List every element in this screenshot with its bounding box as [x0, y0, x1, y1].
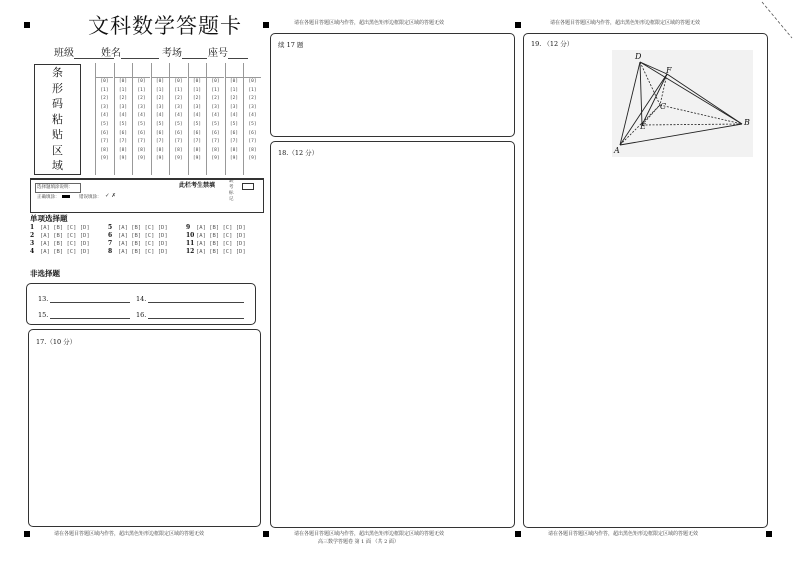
digit-bubble[interactable]: [8] — [248, 147, 257, 153]
digit-bubble[interactable]: [3] — [118, 104, 128, 110]
choice-options[interactable]: [A] [B] [C] [D] — [40, 241, 90, 247]
choice-row[interactable] — [108, 224, 168, 231]
barcode-char: 码 — [52, 97, 63, 110]
digit-bubble[interactable]: [1] — [248, 87, 257, 93]
digit-bubble[interactable]: [0] — [248, 79, 257, 84]
exam-digit-column[interactable] — [225, 63, 243, 175]
digit-bubble[interactable]: [1] — [118, 87, 128, 93]
choice-number: 7 — [108, 240, 113, 247]
digit-bubble[interactable]: [3] — [192, 104, 202, 110]
choice-options[interactable]: [A] [B] [C] [D] — [196, 225, 246, 231]
digit-bubble[interactable]: [6] — [211, 130, 220, 136]
instruction-text: 请在各题目答题区域内作答，超出黑色矩形边框限定区域的答题无效 — [548, 531, 699, 537]
digit-bubble[interactable]: [3] — [248, 104, 257, 110]
digit-write-box[interactable] — [244, 63, 261, 78]
exam-digit-column[interactable] — [206, 63, 224, 175]
digit-bubble[interactable]: [1] — [155, 87, 165, 93]
instruction-text: 请在各题目答题区域内作答，超出黑色矩形边框限定区域的答题无效 — [294, 531, 445, 537]
choice-number: 11 — [186, 240, 195, 247]
digit-bubble[interactable]: [1] — [229, 87, 239, 93]
digit-bubble[interactable]: [9] — [248, 156, 257, 162]
fill-question-13[interactable]: 13. — [38, 295, 130, 303]
barcode-char: 粘 — [52, 112, 63, 126]
choice-number: 10 — [186, 232, 195, 239]
teacher-label: 此栏考生禁填 — [179, 182, 216, 189]
digit-write-box[interactable] — [115, 63, 132, 78]
digit-bubble[interactable]: [0] — [229, 79, 239, 84]
absent-label: 缺考标记 — [229, 179, 234, 202]
digit-bubble[interactable]: [9] — [155, 156, 165, 162]
choice-options[interactable]: [A] [B] [C] [D] — [196, 233, 246, 239]
digit-bubble[interactable]: [1] — [192, 87, 202, 93]
choice-options[interactable]: [A] [B] [C] [D] — [196, 249, 246, 255]
digit-bubble[interactable]: [7] — [100, 139, 109, 145]
digit-bubble[interactable]: [9] — [192, 156, 202, 162]
digit-bubble[interactable]: [4] — [192, 113, 202, 119]
exam-digit-column[interactable] — [151, 63, 169, 175]
choice-row[interactable] — [30, 224, 90, 231]
digit-bubble[interactable]: [5] — [211, 121, 220, 127]
fill-question-16[interactable]: 16. — [136, 311, 244, 319]
digit-bubble[interactable]: [9] — [100, 156, 109, 162]
choice-row[interactable] — [30, 240, 90, 247]
digit-bubble[interactable]: [0] — [211, 79, 220, 84]
digit-bubble[interactable]: [5] — [155, 121, 165, 127]
choice-options[interactable]: [A] [B] [C] [D] — [118, 233, 168, 239]
digit-bubble[interactable]: [7] — [248, 139, 257, 145]
mark-explanation — [30, 178, 264, 213]
digit-bubble[interactable]: [8] — [137, 147, 146, 153]
single-choice-heading: 单项选择题 — [30, 214, 68, 223]
digit-bubble[interactable]: [3] — [229, 104, 239, 110]
choice-row[interactable] — [108, 248, 168, 255]
choice-number: 12 — [186, 248, 195, 255]
exam-number-grid[interactable] — [95, 63, 262, 175]
digit-write-box[interactable] — [170, 63, 187, 78]
wrong-marks: ✓ ✗ — [105, 193, 116, 199]
label-A: A — [614, 146, 620, 155]
digit-bubble[interactable]: [8] — [174, 147, 183, 153]
exam-digit-column[interactable] — [188, 63, 206, 175]
digit-bubble[interactable]: [6] — [100, 130, 109, 136]
label-C: C — [660, 102, 667, 111]
corner-mark — [766, 531, 772, 537]
exam-digit-column[interactable] — [95, 63, 113, 175]
digit-bubble[interactable]: [7] — [118, 139, 128, 145]
label-F: F — [666, 66, 672, 75]
digit-bubble[interactable]: [9] — [174, 156, 183, 162]
digit-bubble[interactable]: [4] — [118, 113, 128, 119]
choice-row[interactable] — [108, 232, 168, 239]
label-E: E — [640, 122, 646, 131]
page-title: 文科数学答题卡 — [88, 14, 242, 38]
choice-number: 3 — [30, 240, 35, 247]
digit-bubble[interactable]: [4] — [174, 113, 183, 119]
choice-row[interactable] — [186, 224, 246, 231]
correct-mark — [62, 195, 70, 198]
exam-digit-column[interactable] — [114, 63, 132, 175]
digit-bubble[interactable]: [2] — [100, 96, 109, 102]
barcode-char: 条 — [52, 66, 63, 79]
digit-write-box[interactable] — [96, 63, 113, 78]
instruction-text: 请在各题目答题区域内作答，超出黑色矩形边框限定区域的答题无效 — [54, 531, 205, 537]
barcode-char: 域 — [52, 159, 63, 172]
digit-bubble[interactable]: [2] — [192, 96, 202, 102]
choice-row[interactable] — [30, 232, 90, 239]
digit-bubble[interactable]: [9] — [211, 156, 220, 162]
exam-digit-column[interactable] — [169, 63, 187, 175]
digit-bubble[interactable]: [6] — [155, 130, 165, 136]
digit-bubble[interactable]: [1] — [174, 87, 183, 93]
choice-options[interactable]: [A] [B] [C] [D] — [40, 249, 90, 255]
digit-write-box[interactable] — [152, 63, 169, 78]
absent-box[interactable] — [242, 183, 254, 190]
label-D: D — [635, 52, 642, 61]
digit-bubble[interactable]: [7] — [192, 139, 202, 145]
digit-bubble[interactable]: [6] — [137, 130, 146, 136]
digit-bubble[interactable]: [2] — [211, 96, 220, 102]
digit-bubble[interactable]: [2] — [229, 96, 239, 102]
correct-label: 正确填涂： — [37, 195, 60, 200]
pyramid-diagram — [612, 50, 753, 157]
q17-continued-label: 续 17 题 — [278, 41, 304, 49]
mark-box-title: 选择题填涂说明： — [37, 185, 73, 190]
digit-bubble[interactable]: [8] — [155, 147, 165, 153]
digit-bubble[interactable]: [3] — [211, 104, 220, 110]
digit-bubble[interactable]: [5] — [192, 121, 202, 127]
class-field[interactable]: 班级 — [54, 44, 114, 59]
digit-bubble[interactable]: [9] — [118, 156, 128, 162]
exam-digit-column[interactable] — [243, 63, 261, 175]
digit-write-box[interactable] — [226, 63, 243, 78]
wrong-label: 错误填涂： — [79, 195, 102, 200]
digit-bubble[interactable]: [9] — [137, 156, 146, 162]
q18-label: 18.（12 分） — [278, 149, 319, 157]
choice-number: 4 — [30, 248, 35, 255]
barcode-char: 贴 — [52, 128, 63, 141]
choice-number: 8 — [108, 248, 113, 255]
fill-question-14[interactable]: 14. — [136, 295, 244, 303]
choice-row[interactable] — [186, 240, 246, 247]
label-B: B — [744, 118, 750, 127]
digit-bubble[interactable]: [8] — [192, 147, 202, 153]
choice-number: 9 — [186, 224, 191, 231]
digit-bubble[interactable]: [7] — [155, 139, 165, 145]
page-info: 高三数学答题卷 第 1 面 （共 2 面） — [318, 539, 399, 545]
choice-number: 5 — [108, 224, 113, 231]
digit-write-box[interactable] — [189, 63, 206, 78]
digit-bubble[interactable]: [2] — [174, 96, 183, 102]
digit-bubble[interactable]: [5] — [174, 121, 183, 127]
non-choice-heading: 非选择题 — [30, 269, 60, 278]
digit-write-box[interactable] — [207, 63, 224, 78]
digit-bubble[interactable]: [4] — [248, 113, 257, 119]
digit-bubble[interactable]: [8] — [118, 147, 128, 153]
choice-row[interactable] — [108, 240, 168, 247]
corner-mark — [263, 531, 269, 537]
digit-bubble[interactable]: [2] — [118, 96, 128, 102]
digit-bubble[interactable]: [8] — [229, 147, 239, 153]
digit-bubble[interactable]: [4] — [229, 113, 239, 119]
choice-number: 1 — [30, 224, 35, 231]
digit-bubble[interactable]: [6] — [248, 130, 257, 136]
digit-bubble[interactable]: [7] — [211, 139, 220, 145]
digit-bubble[interactable]: [6] — [229, 130, 239, 136]
digit-bubble[interactable]: [0] — [137, 79, 146, 84]
room-field[interactable]: 考场 — [162, 44, 207, 59]
corner-mark — [515, 531, 521, 537]
geometry-figure — [612, 50, 753, 157]
digit-bubble[interactable]: [1] — [137, 87, 146, 93]
digit-bubble[interactable]: [0] — [100, 79, 109, 84]
barcode-area — [34, 64, 81, 175]
digit-bubble[interactable]: [5] — [118, 121, 128, 127]
choice-number: 2 — [30, 232, 35, 239]
choice-number: 6 — [108, 232, 113, 239]
digit-bubble[interactable]: [1] — [211, 87, 220, 93]
fill-question-15[interactable]: 15. — [38, 311, 130, 319]
digit-bubble[interactable]: [5] — [248, 121, 257, 127]
digit-bubble[interactable]: [4] — [137, 113, 146, 119]
digit-bubble[interactable]: [5] — [137, 121, 146, 127]
choice-options[interactable]: [A] [B] [C] [D] — [40, 233, 90, 239]
corner-mark — [515, 22, 521, 28]
digit-bubble[interactable]: [8] — [100, 147, 109, 153]
choice-options[interactable]: [A] [B] [C] [D] — [40, 225, 90, 231]
digit-bubble[interactable]: [3] — [100, 104, 109, 110]
digit-bubble[interactable]: [4] — [155, 113, 165, 119]
instruction-text: 请在各题目答题区域内作答，超出黑色矩形边框限定区域的答题无效 — [294, 20, 445, 26]
choice-options[interactable]: [A] [B] [C] [D] — [118, 225, 168, 231]
corner-mark — [24, 531, 30, 537]
digit-bubble[interactable]: [0] — [174, 79, 183, 84]
digit-bubble[interactable]: [0] — [155, 79, 165, 84]
digit-bubble[interactable]: [2] — [248, 96, 257, 102]
exam-digit-column[interactable] — [132, 63, 150, 175]
q17-answer-box[interactable] — [28, 329, 261, 527]
digit-bubble[interactable]: [3] — [137, 104, 146, 110]
digit-bubble[interactable]: [6] — [118, 130, 128, 136]
instruction-text: 请在各题目答题区域内作答，超出黑色矩形边框限定区域的答题无效 — [550, 20, 701, 26]
digit-bubble[interactable]: [0] — [192, 79, 202, 84]
barcode-char: 形 — [52, 81, 63, 95]
digit-bubble[interactable]: [1] — [100, 87, 109, 93]
choice-row[interactable] — [30, 248, 90, 255]
corner-mark — [263, 22, 269, 28]
choice-options[interactable]: [A] [B] [C] [D] — [118, 249, 168, 255]
digit-bubble[interactable]: [9] — [229, 156, 239, 162]
digit-bubble[interactable]: [3] — [155, 104, 165, 110]
seat-field[interactable]: 座号 — [208, 44, 248, 59]
digit-bubble[interactable]: [3] — [174, 104, 183, 110]
digit-bubble[interactable]: [4] — [211, 113, 220, 119]
digit-write-box[interactable] — [133, 63, 150, 78]
digit-bubble[interactable]: [0] — [118, 79, 128, 84]
choice-row[interactable] — [186, 248, 246, 255]
name-field[interactable]: 姓名 — [101, 44, 159, 59]
digit-bubble[interactable]: [7] — [229, 139, 239, 145]
choice-options[interactable]: [A] [B] [C] [D] — [118, 241, 168, 247]
digit-bubble[interactable]: [4] — [100, 113, 109, 119]
corner-mark — [24, 22, 30, 28]
digit-bubble[interactable]: [7] — [174, 139, 183, 145]
digit-bubble[interactable]: [8] — [211, 147, 220, 153]
choice-options[interactable]: [A] [B] [C] [D] — [196, 241, 246, 247]
barcode-char: 区 — [52, 143, 63, 157]
choice-row[interactable] — [186, 232, 246, 239]
digit-bubble[interactable]: [6] — [192, 130, 202, 136]
q17-continued-box[interactable] — [270, 33, 515, 137]
digit-bubble[interactable]: [5] — [100, 121, 109, 127]
digit-bubble[interactable]: [2] — [137, 96, 146, 102]
digit-bubble[interactable]: [5] — [229, 121, 239, 127]
q18-answer-box[interactable] — [270, 141, 515, 528]
digit-bubble[interactable]: [7] — [137, 139, 146, 145]
digit-bubble[interactable]: [6] — [174, 130, 183, 136]
q17-label: 17.（10 分） — [36, 338, 77, 346]
q19-label: 19. （12 分） — [531, 40, 574, 48]
digit-bubble[interactable]: [2] — [155, 96, 165, 102]
